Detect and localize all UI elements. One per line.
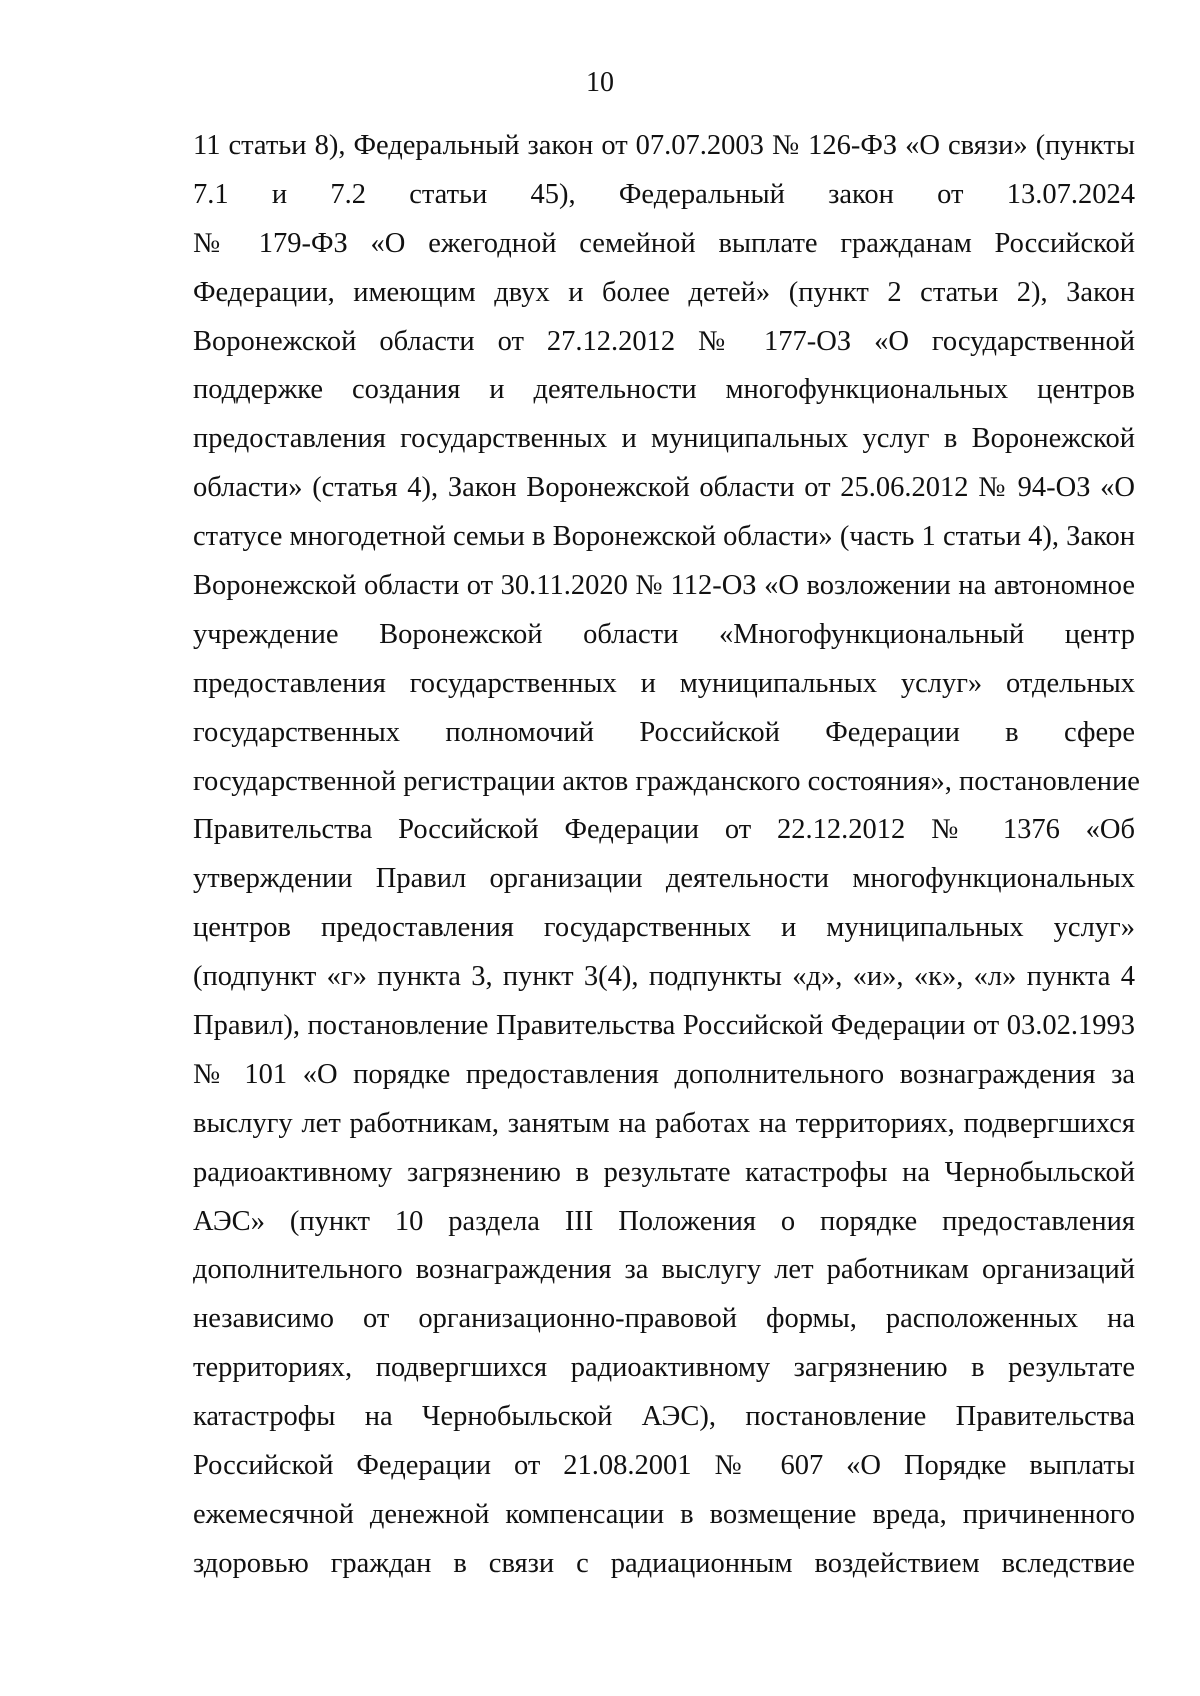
text-line: государственных полномочий Российской Федерации в сфере bbox=[193, 716, 1135, 748]
text-line: Воронежской области от 30.11.2020 № 112-ОЗ «О возложении на автономное bbox=[193, 570, 1135, 602]
text-line: АЭС» (пункт 10 раздела III Положения о порядке предоставления bbox=[193, 1205, 1135, 1237]
text-line: государственной регистрации актов гражданского состояния», постановление bbox=[193, 765, 1140, 797]
text-line: утверждении Правил организации деятельности многофункциональных bbox=[193, 863, 1135, 895]
text-line: учреждение Воронежской области «Многофункциональный центр bbox=[193, 618, 1135, 650]
text-line: Федерации, имеющим двух и более детей» (пункт 2 статьи 2), Закон bbox=[193, 276, 1135, 308]
text-line: Воронежской области от 27.12.2012 № 177-ОЗ «О государственной bbox=[193, 325, 1135, 357]
text-line: территориях, подвергшихся радиоактивному загрязнению в результате bbox=[193, 1352, 1135, 1384]
body-text bbox=[193, 126, 1140, 1593]
text-line: № 179-ФЗ «О ежегодной семейной выплате гражданам Российской bbox=[193, 227, 1135, 259]
text-line: поддержке создания и деятельности многофункциональных центров bbox=[193, 374, 1135, 406]
text-line: (подпункт «г» пункта 3, пункт 3(4), подпункты «д», «и», «к», «л» пункта 4 bbox=[193, 961, 1135, 993]
text-line: выслугу лет работникам, занятым на работах на территориях, подвергшихся bbox=[193, 1107, 1135, 1139]
text-line: статусе многодетной семьи в Воронежской области» (часть 1 статьи 4), Закон bbox=[193, 521, 1135, 553]
text-line: 11 статьи 8), Федеральный закон от 07.07.2003 № 126-ФЗ «О связи» (пункты bbox=[193, 130, 1135, 161]
text-line: дополнительного вознаграждения за выслугу лет работникам организаций bbox=[193, 1254, 1135, 1286]
text-line: предоставления государственных и муниципальных услуг в Воронежской bbox=[193, 423, 1135, 455]
text-line: центров предоставления государственных и муниципальных услуг» bbox=[193, 912, 1135, 944]
text-line: независимо от организационно-правовой формы, расположенных на bbox=[193, 1303, 1135, 1335]
text-line: радиоактивному загрязнению в результате катастрофы на Чернобыльской bbox=[193, 1156, 1135, 1188]
text-line: здоровью граждан в связи с радиационным воздействием вследствие bbox=[193, 1547, 1135, 1579]
text-line: предоставления государственных и муниципальных услуг» отдельных bbox=[193, 667, 1135, 699]
text-line: Правил), постановление Правительства Российской Федерации от 03.02.1993 bbox=[193, 1010, 1135, 1042]
text-line: 7.1 и 7.2 статьи 45), Федеральный закон от 13.07.2024 bbox=[193, 178, 1135, 210]
text-line: катастрофы на Чернобыльской АЭС), постановление Правительства bbox=[193, 1401, 1135, 1433]
text-line: Российской Федерации от 21.08.2001 № 607 «О Порядке выплаты bbox=[193, 1450, 1135, 1482]
text-line: ежемесячной денежной компенсации в возмещение вреда, причиненного bbox=[193, 1498, 1135, 1530]
page-number: 10 bbox=[586, 67, 614, 98]
text-line: № 101 «О порядке предоставления дополнительного вознаграждения за bbox=[193, 1058, 1135, 1090]
text-line: области» (статья 4), Закон Воронежской области от 25.06.2012 № 94-ОЗ «О bbox=[193, 472, 1135, 504]
text-line: Правительства Российской Федерации от 22.12.2012 № 1376 «Об bbox=[193, 814, 1135, 846]
